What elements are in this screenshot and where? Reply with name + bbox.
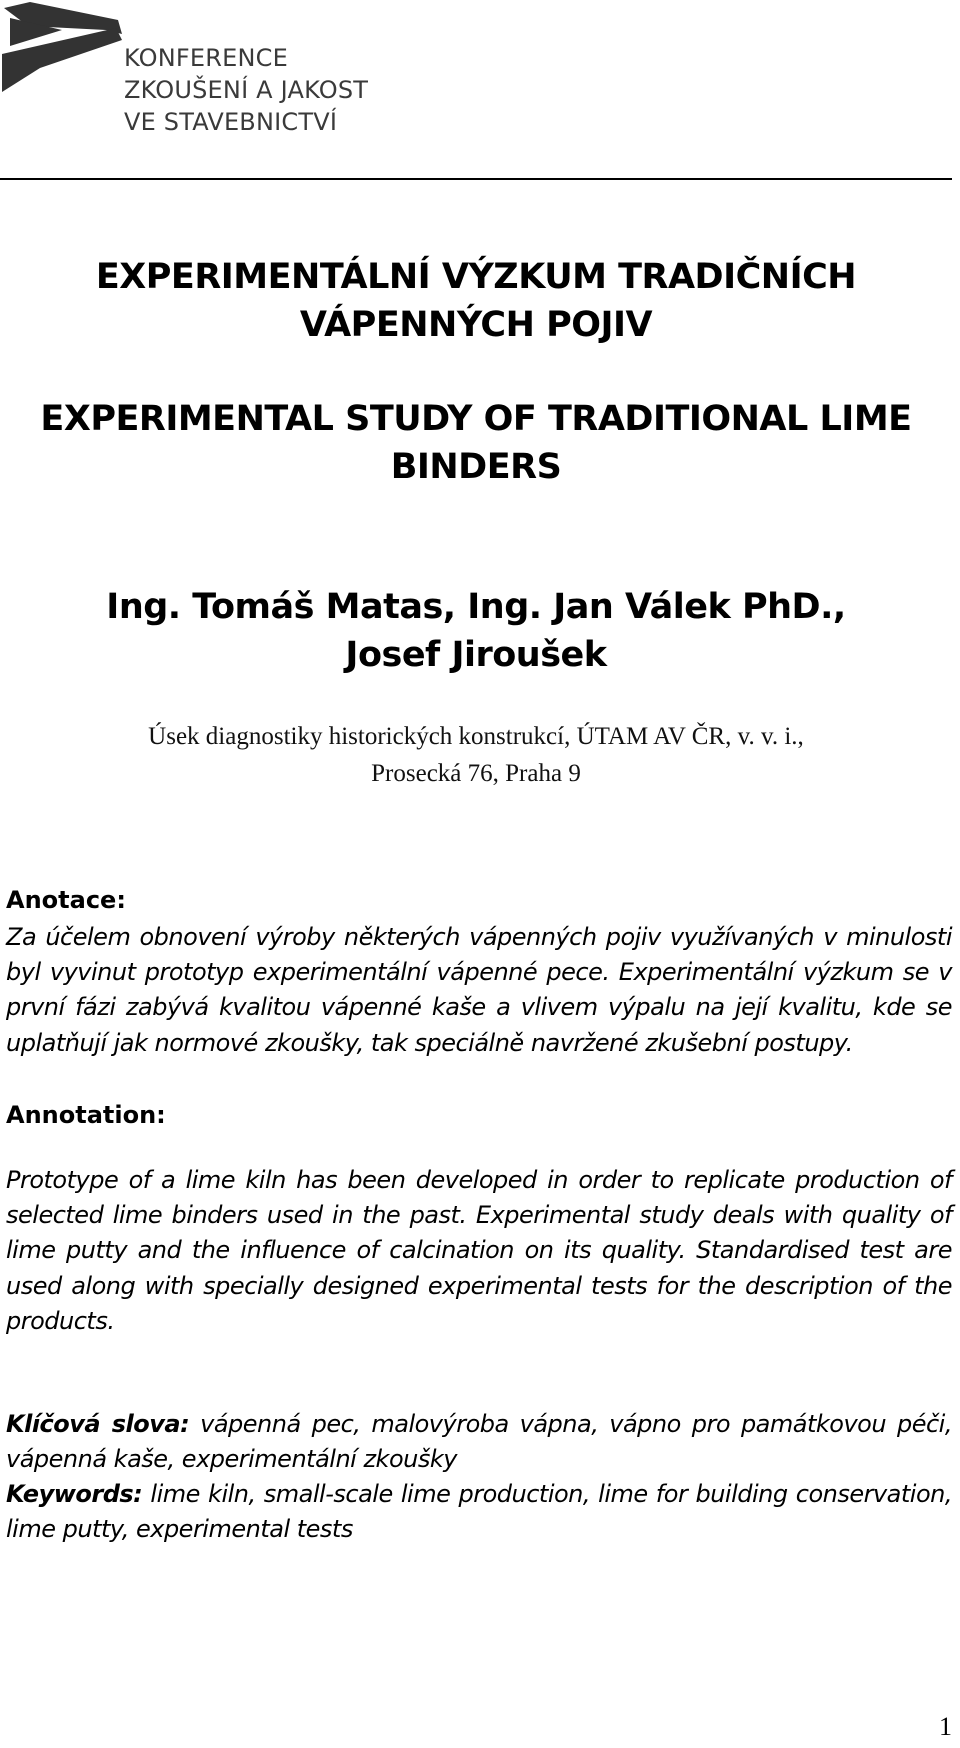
- keywords-english-label: Keywords:: [6, 1480, 143, 1508]
- header-divider: [0, 178, 952, 180]
- anotace-text: Za účelem obnovení výroby některých vápenných pojiv využívaných v minulosti byl vyvinut prototyp experimentální vápenné pece. Experimentální výzkum se v první fázi zabývá kvalitou vápenné kaše a vlivem výpalu na její kvalitu, kde se uplatňují jak normové zkoušky, tak speciálně navržené zkušební postupy.: [6, 923, 952, 1057]
- authors-line: Ing. Tomáš Matas, Ing. Jan Válek PhD.,: [106, 587, 846, 627]
- title-english-line: BINDERS: [390, 447, 562, 487]
- keywords-czech-text: vápenná pec, malovýroba vápna, vápno pro památkovou péči, vápenná kaše, experimentální zkoušky: [6, 1410, 952, 1474]
- conference-logo: [0, 0, 400, 150]
- page-number: 1: [939, 1712, 952, 1741]
- authors-line: Josef Jiroušek: [345, 635, 607, 675]
- title-czech-line: EXPERIMENTÁLNÍ VÝZKUM TRADIČNÍCH: [95, 257, 857, 297]
- title-english: [0, 395, 952, 491]
- logo-line: ZKOUŠENÍ A JAKOST: [124, 76, 369, 104]
- anotace-heading: Anotace:: [6, 886, 126, 914]
- keywords-english-text: lime kiln, small-scale lime production, lime for building conservation, lime putty, experimental tests: [6, 1480, 952, 1544]
- annotation-heading: Annotation:: [6, 1101, 166, 1129]
- keywords-english: [6, 1477, 952, 1547]
- logo-line: KONFERENCE: [124, 44, 288, 72]
- affiliation-line: Prosecká 76, Praha 9: [371, 760, 581, 787]
- annotation-text: Prototype of a lime kiln has been developed in order to replicate production of selected lime binders used in the past. Experimental study deals with quality of lime putty and the influence of calcination on its quality. Standardised test are used along with specially designed experimental tests for the description of the products.: [6, 1166, 952, 1335]
- logo-line: VE STAVEBNICTVÍ: [124, 108, 338, 136]
- conference-logo-icon: [0, 0, 130, 110]
- title-czech: [0, 253, 952, 349]
- keywords-czech-label: Klíčová slova:: [6, 1410, 190, 1438]
- authors: [0, 583, 952, 679]
- logo-text: [124, 42, 368, 138]
- title-czech-line: VÁPENNÝCH POJIV: [299, 305, 653, 345]
- affiliation-line: Úsek diagnostiky historických konstrukcí, ÚTAM AV ČR, v. v. i.,: [148, 723, 804, 750]
- title-english-line: EXPERIMENTAL STUDY OF TRADITIONAL LIME: [40, 399, 912, 439]
- affiliation: [0, 718, 952, 792]
- keywords-czech: [6, 1407, 952, 1477]
